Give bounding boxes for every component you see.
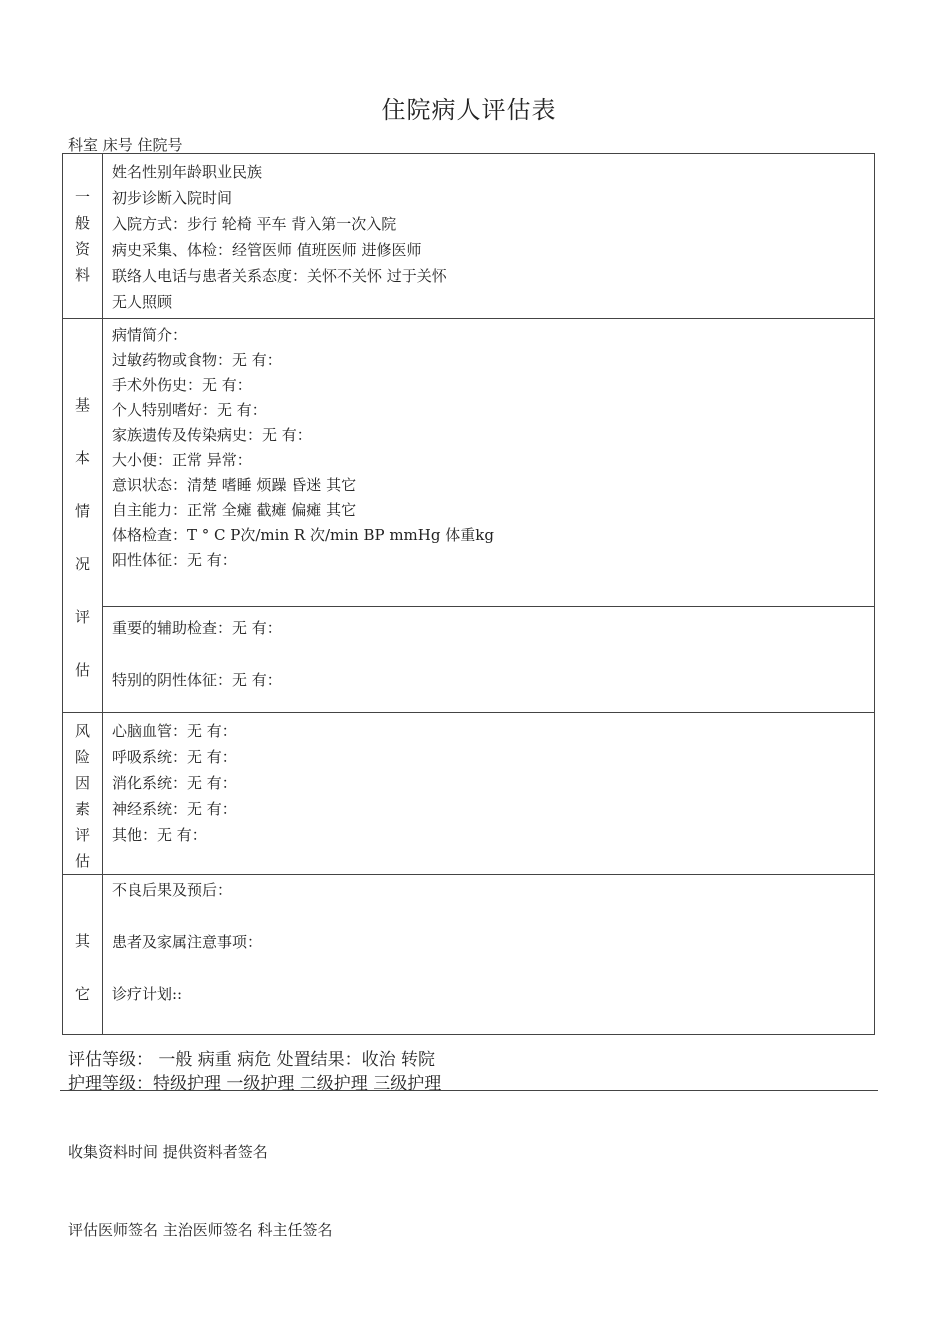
- section-general-info: [63, 154, 874, 319]
- label-char: 风: [74, 722, 90, 740]
- label-char: 估: [74, 661, 90, 679]
- basic-sub-fields: [103, 606, 874, 712]
- label-char: 一: [74, 188, 90, 206]
- section-basic-body: [103, 319, 874, 712]
- basic-main-fields: [112, 323, 874, 606]
- label-char: 般: [74, 214, 90, 232]
- label-char: 况: [74, 555, 90, 573]
- field-name-gender-age[interactable]: 姓名性别年龄职业民族: [112, 163, 263, 181]
- label-char: 评: [74, 826, 90, 844]
- field-auxiliary-exam[interactable]: 重要的辅助检查：无 有：: [112, 619, 282, 637]
- footer-divider: [60, 1090, 878, 1091]
- label-char: 料: [74, 266, 90, 284]
- page-title: 住院病人评估表: [381, 96, 557, 124]
- section-risk-body: [103, 713, 874, 874]
- nursing-level-line[interactable]: 护理等级：特级护理 一级护理 二级护理 三级护理: [68, 1074, 442, 1094]
- field-respiratory[interactable]: 呼吸系统：无 有：: [112, 748, 237, 766]
- field-prognosis[interactable]: 不良后果及预后：: [112, 881, 233, 899]
- assessment-form-table: [62, 153, 875, 1035]
- field-negative-signs[interactable]: 特别的阴性体征：无 有：: [112, 671, 282, 689]
- field-other-risk[interactable]: 其他：无 有：: [112, 826, 207, 844]
- label-char: 评: [74, 608, 90, 626]
- label-char: 基: [74, 396, 90, 414]
- label-char: 估: [74, 852, 90, 870]
- header-fields: 科室 床号 住院号: [68, 136, 183, 154]
- field-personal-habits[interactable]: 个人特别嗜好：无 有：: [112, 401, 267, 419]
- label-char: 情: [74, 502, 90, 520]
- field-digestive[interactable]: 消化系统：无 有：: [112, 774, 237, 792]
- section-general-label: [63, 154, 103, 318]
- field-treatment-plan[interactable]: 诊疗计划::: [112, 985, 183, 1003]
- label-char: 本: [74, 449, 90, 467]
- section-risk-factors: [63, 713, 874, 875]
- section-other: [63, 875, 874, 1034]
- section-other-body: [103, 875, 874, 1034]
- section-other-label: [63, 875, 103, 1034]
- label-char: 素: [74, 800, 90, 818]
- field-positive-signs[interactable]: 阳性体征：无 有：: [112, 551, 237, 569]
- field-admission-method[interactable]: 入院方式：步行 轮椅 平车 背入第一次入院: [112, 215, 397, 233]
- label-char: 它: [74, 985, 90, 1003]
- label-char: 因: [74, 774, 90, 792]
- field-history-taker[interactable]: 病史采集、体检：经管医师 值班医师 进修医师: [112, 241, 422, 259]
- collection-signature-line[interactable]: 收集资料时间 提供资料者签名: [68, 1143, 268, 1161]
- field-consciousness[interactable]: 意识状态：清楚 嗜睡 烦躁 昏迷 其它: [112, 476, 357, 494]
- section-basic-assessment: [63, 319, 874, 713]
- field-nervous[interactable]: 神经系统：无 有：: [112, 800, 237, 818]
- field-excretion[interactable]: 大小便：正常 异常：: [112, 451, 252, 469]
- field-condition-summary[interactable]: 病情简介：: [112, 326, 188, 344]
- field-precautions[interactable]: 患者及家属注意事项：: [112, 933, 263, 951]
- section-risk-label: [63, 713, 103, 874]
- label-char: 其: [74, 932, 90, 950]
- field-self-care[interactable]: 自主能力：正常 全瘫 截瘫 偏瘫 其它: [112, 501, 357, 519]
- label-char: 资: [74, 240, 90, 258]
- label-char: 险: [74, 748, 90, 766]
- doctor-signature-line[interactable]: 评估医师签名 主治医师签名 科主任签名: [68, 1221, 333, 1239]
- section-general-body: [103, 154, 874, 318]
- field-allergy[interactable]: 过敏药物或食物：无 有：: [112, 351, 282, 369]
- field-contact-relation[interactable]: 联络人电话与患者关系态度：关怀不关怀 过于关怀: [112, 267, 447, 285]
- field-cardio[interactable]: 心脑血管：无 有：: [112, 722, 237, 740]
- section-basic-label: [63, 319, 103, 712]
- assessment-level-line[interactable]: 评估等级： 一般 病重 病危 处置结果：收治 转院: [68, 1050, 436, 1070]
- field-surgery-history[interactable]: 手术外伤史：无 有：: [112, 376, 252, 394]
- field-no-caregiver[interactable]: 无人照顾: [112, 293, 173, 311]
- field-family-history[interactable]: 家族遗传及传染病史：无 有：: [112, 426, 312, 444]
- field-physical-exam[interactable]: 体格检查：T ° C P次/min R 次/min BP mmHg 体重kg: [112, 526, 494, 544]
- field-diagnosis-admission-time[interactable]: 初步诊断入院时间: [112, 189, 233, 207]
